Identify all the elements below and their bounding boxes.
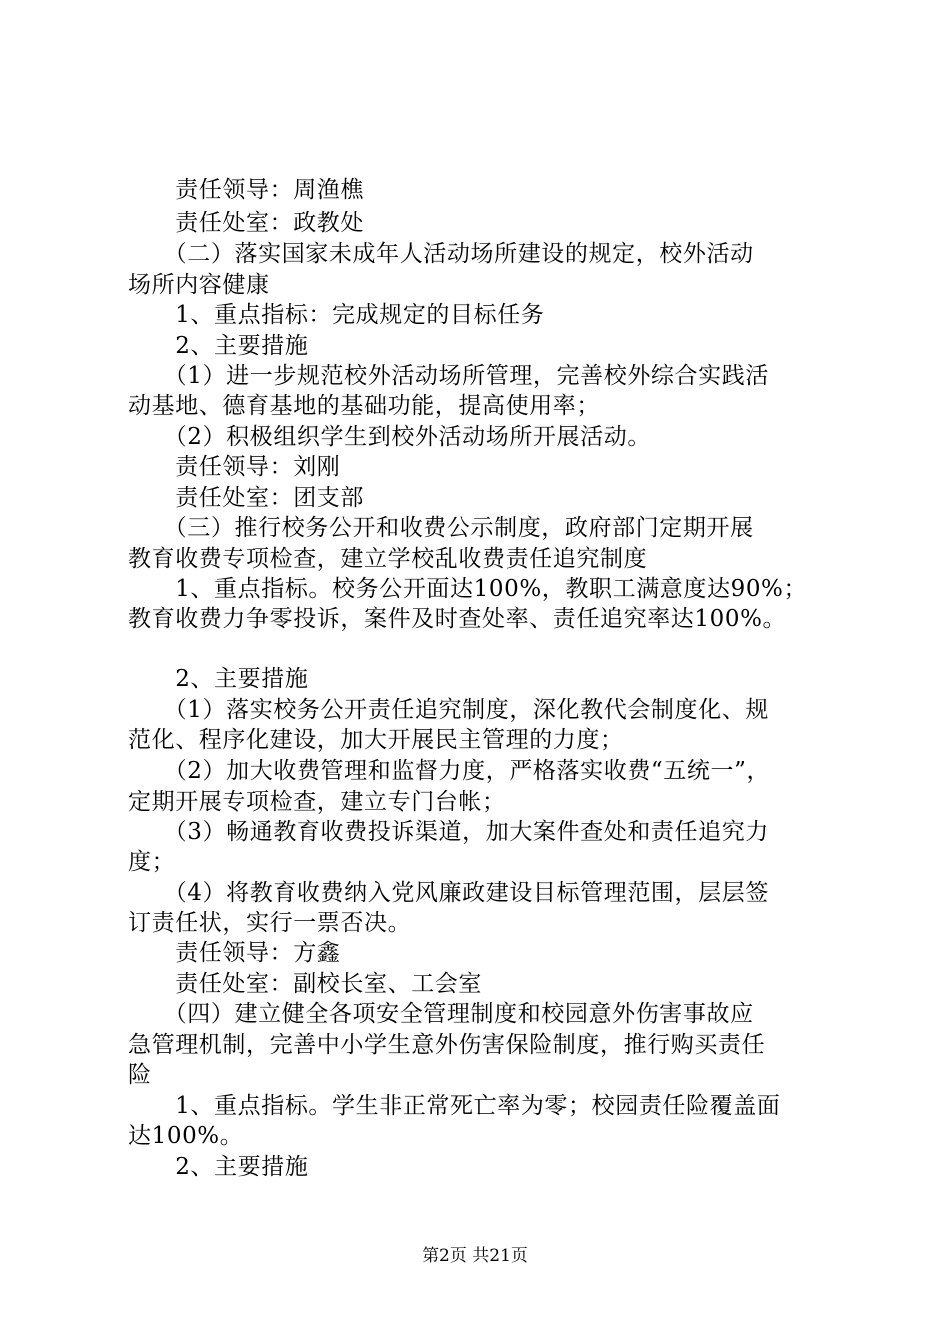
text-line: 度； xyxy=(128,849,176,875)
text-line: 险 xyxy=(128,1062,152,1088)
text-line: 2、主要措施 xyxy=(128,666,309,692)
text-line: 场所内容健康 xyxy=(128,272,270,298)
text-line: 1、重点指标：完成规定的目标任务 xyxy=(128,302,545,328)
text-line: 责任领导：方鑫 xyxy=(128,940,341,966)
text-line: 急管理机制，完善中小学生意外伤害保险制度，推行购买责任 xyxy=(128,1032,766,1058)
text-line: （2）积极组织学生到校外活动场所开展活动。 xyxy=(128,424,651,450)
text-line: 教育收费力争零投诉，案件及时查处率、责任追究率达100%。 xyxy=(128,606,787,632)
text-line: （2）加大收费管理和监督力度，严格落实收费“五统一”， xyxy=(128,758,771,784)
text-line: 1、重点指标。学生非正常死亡率为零；校园责任险覆盖面 xyxy=(128,1093,781,1119)
page-number-footer: 第2页 共21页 xyxy=(422,1246,528,1266)
text-line: 2、主要措施 xyxy=(128,333,309,359)
text-line: 达100%。 xyxy=(128,1123,244,1149)
text-line: 订责任状，实行一票否决。 xyxy=(128,910,412,936)
text-line: （3）畅通教育收费投诉渠道，加大案件查处和责任追究力 xyxy=(128,819,769,845)
text-line: 1、重点指标。校务公开面达100%，教职工满意度达90%； xyxy=(128,576,808,602)
text-line: （1）落实校务公开责任追究制度，深化教代会制度化、规 xyxy=(128,697,769,723)
text-line: 责任领导：周渔樵 xyxy=(128,177,364,203)
text-line: 2、主要措施 xyxy=(128,1154,309,1180)
text-line: 教育收费专项检查，建立学校乱收费责任追究制度 xyxy=(128,546,648,572)
text-line: （1）进一步规范校外活动场所管理，完善校外综合实践活 xyxy=(128,363,769,389)
text-line: 责任处室：政教处 xyxy=(128,210,364,236)
text-line: 责任领导：刘刚 xyxy=(128,454,341,480)
text-line: 范化、程序化建设，加大开展民主管理的力度； xyxy=(128,727,624,753)
text-line: （四）建立健全各项安全管理制度和校园意外伤害事故应 xyxy=(128,1001,754,1027)
text-line: 动基地、德育基地的基础功能，提高使用率； xyxy=(128,393,600,419)
text-line: 责任处室：副校长室、工会室 xyxy=(128,971,482,997)
text-line: （二）落实国家未成年人活动场所建设的规定，校外活动 xyxy=(128,241,754,267)
text-line: （三）推行校务公开和收费公示制度，政府部门定期开展 xyxy=(128,515,754,541)
text-line: （4）将教育收费纳入党风廉政建设目标管理范围，层层签 xyxy=(128,880,769,906)
text-line: 定期开展专项检查，建立专门台帐； xyxy=(128,789,506,815)
text-line: 责任处室：团支部 xyxy=(128,485,364,511)
